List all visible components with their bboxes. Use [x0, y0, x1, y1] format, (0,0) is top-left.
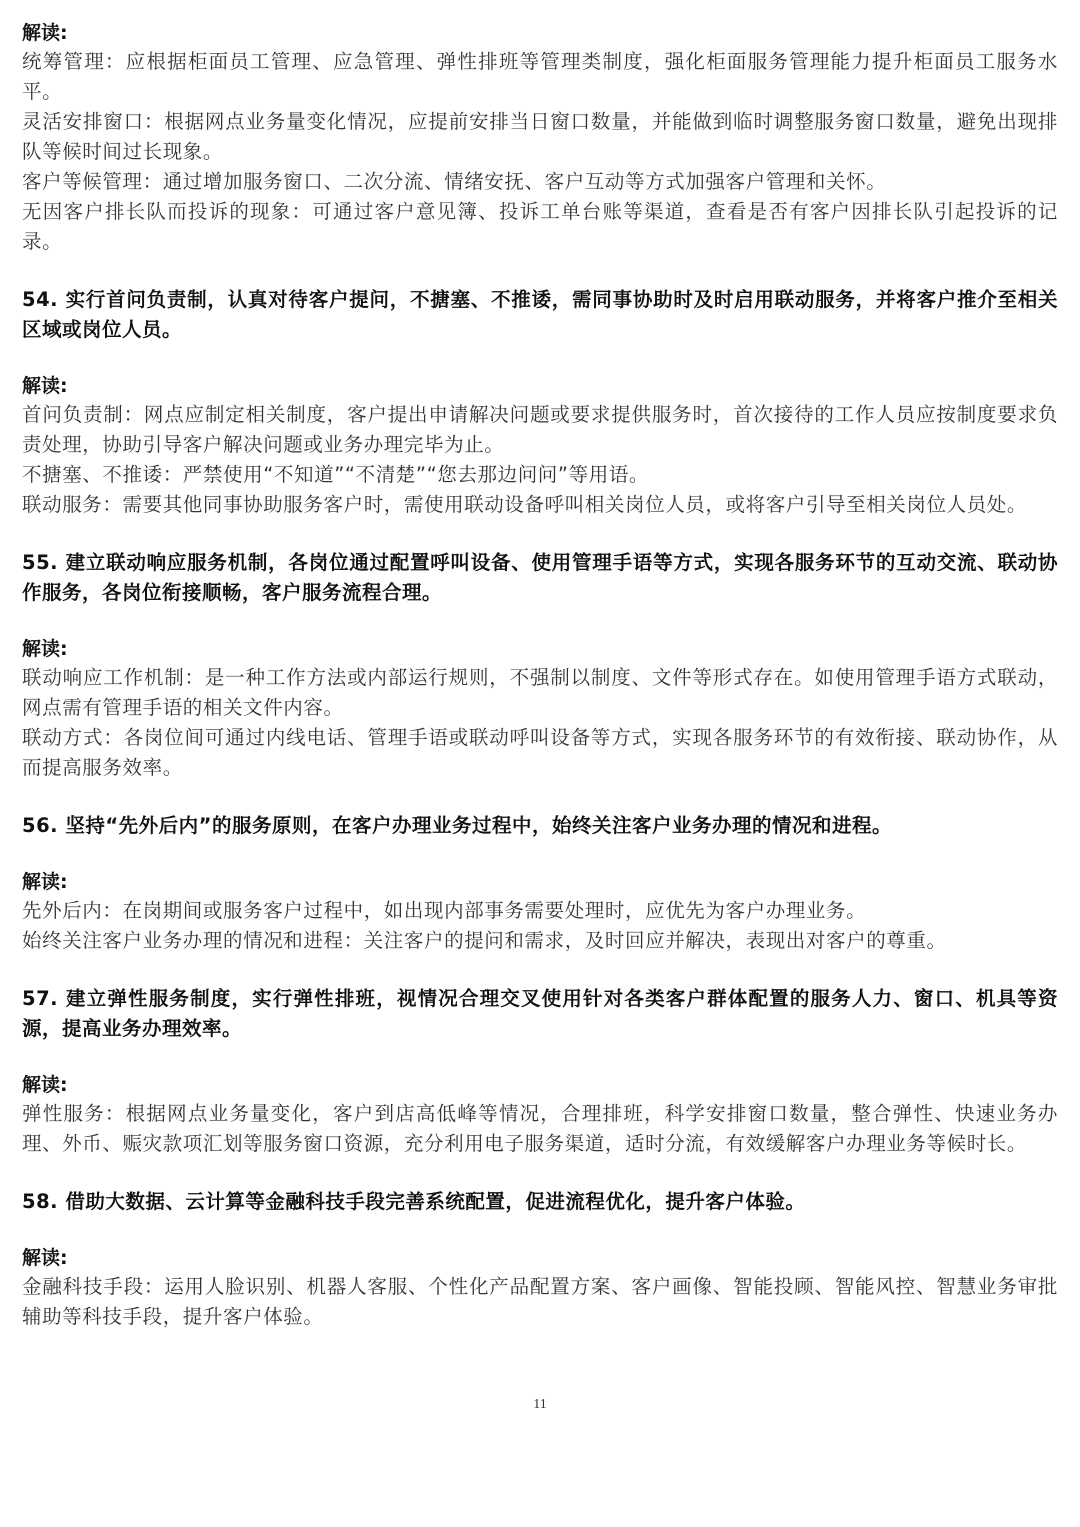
- clause-55-heading: 55. 建立联动响应服务机制，各岗位通过配置呼叫设备、使用管理手语等方式，实现各服务环节的互动交流、联动协作服务，各岗位衔接顺畅，客户服务流程合理。: [22, 551, 1058, 604]
- clause-57-heading: 57. 建立弹性服务制度，实行弹性排班，视情况合理交叉使用针对各类客户群体配置的服务人力、窗口、机具等资源，提高业务办理效率。: [22, 987, 1058, 1040]
- clause-55-section: [22, 548, 1058, 783]
- interpretation-paragraph: 联动响应工作机制：是一种工作方法或内部运行规则，不强制以制度、文件等形式存在。如使用管理手语方式联动，网点需有管理手语的相关文件内容。: [22, 666, 1058, 719]
- interpretation-label: 解读:: [22, 375, 68, 397]
- interpretation-paragraph: 客户等候管理：通过增加服务窗口、二次分流、情绪安抚、客户互动等方式加强客户管理和关怀。: [22, 170, 887, 193]
- interpretation-label: 解读:: [22, 22, 68, 44]
- interpretation-paragraph: 先外后内：在岗期间或服务客户过程中，如出现内部事务需要处理时，应优先为客户办理业务。: [22, 899, 867, 922]
- interpretation-paragraph: 联动方式：各岗位间可通过内线电话、管理手语或联动呼叫设备等方式，实现各服务环节的有效衔接、联动协作，从而提高服务效率。: [22, 726, 1058, 779]
- clause-58-section: [22, 1187, 1058, 1332]
- clause-56-section: [22, 811, 1058, 956]
- interpretation-paragraph: 统筹管理：应根据柜面员工管理、应急管理、弹性排班等管理类制度，强化柜面服务管理能力提升柜面员工服务水平。: [22, 50, 1058, 103]
- clause-54-heading: 54. 实行首问负责制，认真对待客户提问，不搪塞、不推诿，需同事协助时及时启用联动服务，并将客户推介至相关区域或岗位人员。: [22, 288, 1058, 341]
- clause-58-heading: 58. 借助大数据、云计算等金融科技手段完善系统配置，促进流程优化，提升客户体验。: [22, 1190, 806, 1213]
- interpretation-paragraph: 金融科技手段：运用人脸识别、机器人客服、个性化产品配置方案、客户画像、智能投顾、智能风控、智慧业务审批辅助等科技手段，提升客户体验。: [22, 1275, 1058, 1328]
- clause-56-heading: 56. 坚持“先外后内”的服务原则，在客户办理业务过程中，始终关注客户业务办理的情况和进程。: [22, 814, 892, 837]
- clause-57-section: [22, 984, 1058, 1159]
- page-number: 11: [533, 1397, 547, 1412]
- clause-54-section: [22, 285, 1058, 520]
- interpretation-label: 解读:: [22, 1074, 68, 1096]
- interpretation-paragraph: 不搪塞、不推诿：严禁使用“不知道”“不清楚”“您去那边问问”等用语。: [22, 463, 650, 486]
- interpretation-label: 解读:: [22, 871, 68, 893]
- intro-section: [22, 20, 1058, 257]
- interpretation-paragraph: 始终关注客户业务办理的情况和进程：关注客户的提问和需求，及时回应并解决，表现出对客户的尊重。: [22, 929, 947, 952]
- interpretation-label: 解读:: [22, 638, 68, 660]
- document-page: [22, 20, 1058, 1332]
- interpretation-paragraph: 无因客户排长队而投诉的现象：可通过客户意见簿、投诉工单台账等渠道，查看是否有客户因排长队引起投诉的记录。: [22, 200, 1058, 253]
- interpretation-paragraph: 弹性服务：根据网点业务量变化，客户到店高低峰等情况，合理排班，科学安排窗口数量，整合弹性、快速业务办理、外币、赈灾款项汇划等服务窗口资源，充分利用电子服务渠道，适时分流，有效缓解客户办理业务等候时长。: [22, 1102, 1058, 1155]
- interpretation-label: 解读:: [22, 1247, 68, 1269]
- interpretation-paragraph: 联动服务：需要其他同事协助服务客户时，需使用联动设备呼叫相关岗位人员，或将客户引导至相关岗位人员处。: [22, 493, 1028, 516]
- interpretation-paragraph: 首问负责制：网点应制定相关制度，客户提出申请解决问题或要求提供服务时，首次接待的工作人员应按制度要求负责处理，协助引导客户解决问题或业务办理完毕为止。: [22, 403, 1058, 456]
- interpretation-paragraph: 灵活安排窗口：根据网点业务量变化情况，应提前安排当日窗口数量，并能做到临时调整服务窗口数量，避免出现排队等候时间过长现象。: [22, 110, 1058, 163]
